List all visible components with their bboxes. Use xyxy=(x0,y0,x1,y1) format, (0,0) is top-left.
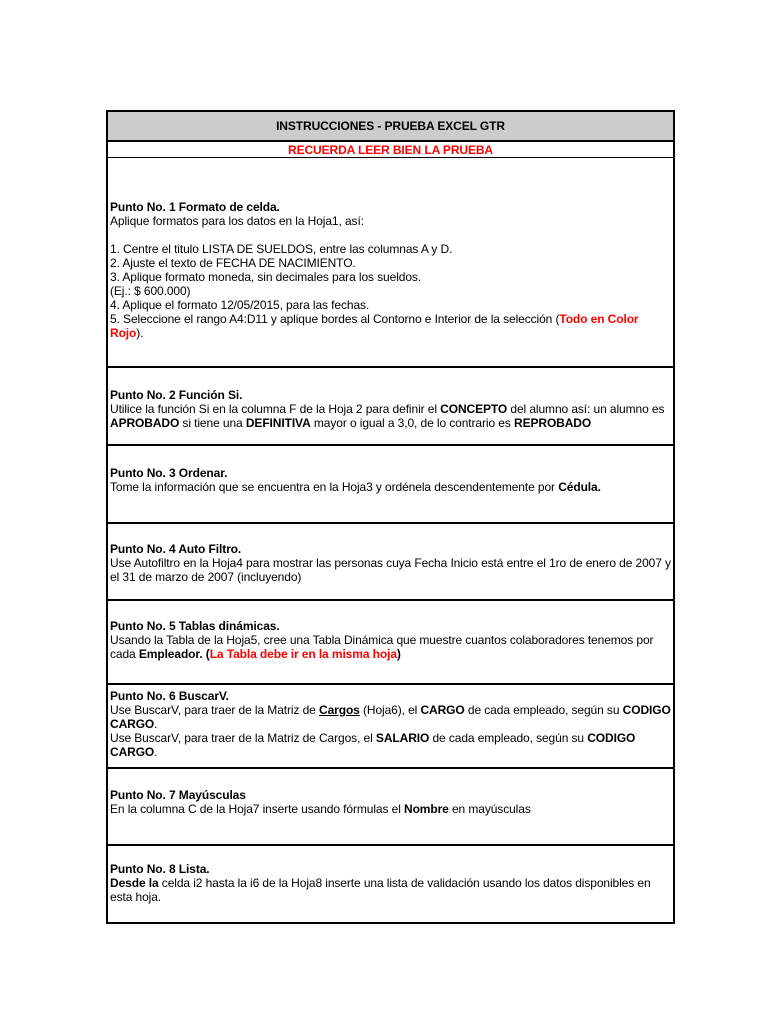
section-body: Tome la información que se encuentra en la Hoja3 y ordénela descendentemente por Cédula. xyxy=(110,480,601,494)
section-punto-2 xyxy=(108,368,673,446)
section-heading: Punto No. 8 Lista. xyxy=(110,862,210,876)
section-punto-7 xyxy=(108,769,673,846)
section-punto-3 xyxy=(108,446,673,524)
reminder-banner: RECUERDA LEER BIEN LA PRUEBA xyxy=(108,142,673,158)
section-punto-8 xyxy=(108,846,673,922)
instructions-sheet xyxy=(106,110,675,924)
section-heading: Punto No. 3 Ordenar. xyxy=(110,466,228,480)
list-item: 1. Centre el titulo LISTA DE SUELDOS, entre las columnas A y D. xyxy=(110,242,453,256)
section-body: Use Autofiltro en la Hoja4 para mostrar las personas cuya Fecha Inicio está entre el 1ro de enero de 2007 y el 31 de marzo de 2007 (incluyendo) xyxy=(110,556,671,584)
section-heading: Punto No. 5 Tablas dinámicas. xyxy=(110,619,280,633)
section-heading: Punto No. 4 Auto Filtro. xyxy=(110,542,242,556)
list-item: 4. Aplique el formato 12/05/2015, para las fechas. xyxy=(110,298,370,312)
section-heading: Punto No. 6 BuscarV. xyxy=(110,689,229,703)
list-item: (Ej.: $ 600.000) xyxy=(110,284,191,298)
section-body: Desde la celda i2 hasta la i6 de la Hoja8 inserte una lista de validación usando los datos disponibles en esta hoja. xyxy=(110,876,651,904)
list-item: 5. Seleccione el rango A4:D11 y aplique bordes al Contorno e Interior de la selección (Todo en Color Rojo). xyxy=(110,312,639,340)
section-intro: Aplique formatos para los datos en la Hoja1, así: xyxy=(110,214,364,228)
section-punto-5 xyxy=(108,601,673,685)
section-heading: Punto No. 1 Formato de celda. xyxy=(110,200,280,214)
section-body: Utilice la función Si en la columna F de la Hoja 2 para definir el CONCEPTO del alumno así: un alumno es APROBADO si tiene una DEFINITIVA mayor o igual a 3,0, de lo contrario es REPROBADO xyxy=(110,402,665,430)
section-heading: Punto No. 2 Función Si. xyxy=(110,388,243,402)
section-punto-1 xyxy=(108,158,673,368)
section-body: Usando la Tabla de la Hoja5, cree una Tabla Dinámica que muestre cuantos colaboradores tenemos por cada Empleador. (La Tabla debe ir en la misma hoja) xyxy=(110,633,654,661)
sheet-title: INSTRUCCIONES - PRUEBA EXCEL GTR xyxy=(108,112,673,142)
section-punto-4 xyxy=(108,524,673,601)
section-body: En la columna C de la Hoja7 inserte usando fórmulas el Nombre en mayúsculas xyxy=(110,802,531,816)
section-heading: Punto No. 7 Mayúsculas xyxy=(110,788,246,802)
section-body: Use BuscarV, para traer de la Matriz de Cargos, el SALARIO de cada empleado, según su CODIGO CARGO. xyxy=(110,731,636,759)
section-body: Use BuscarV, para traer de la Matriz de Cargos (Hoja6), el CARGO de cada empleado, según su CODIGO CARGO. xyxy=(110,703,671,731)
section-punto-6 xyxy=(108,685,673,769)
list-item: 2. Ajuste el texto de FECHA DE NACIMIENTO. xyxy=(110,256,356,270)
list-item: 3. Aplique formato moneda, sin decimales para los sueldos. xyxy=(110,270,422,284)
